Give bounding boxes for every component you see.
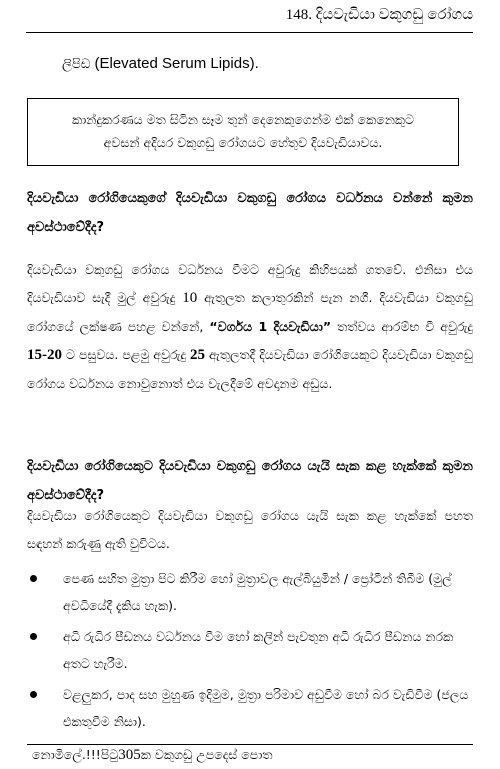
callout-line-1: කාන්දුකරණය මත සිටින සෑම තුන් දෙනෙකුගෙන්ම එක් කෙනෙකුට — [71, 112, 415, 127]
list-item — [27, 623, 473, 677]
para-text-b: ඇතුලත කලාතුරකින් පැන නගී. දියවැඩියා වකුගඩු රෝගයේ ලක්ෂණ පහළ වන්නේ, — [27, 290, 473, 334]
intro-sinhala: ලිපිඩ — [62, 57, 91, 72]
page-footer — [32, 747, 272, 764]
list-item-text: අධි රුධිර පීඩනය වර්ධනය වීම හෝ කලින් පැවතුන අධි රුධිර පීඩනය නරක අතට හැරීම. — [63, 629, 454, 671]
footer-divider — [27, 744, 473, 745]
list-item — [27, 681, 473, 735]
list-item-text: පෙණ සහිත මුත්‍රා පිට කිරීම හෝ මුත්‍රාවල ඇල්බියුමින් / ප්‍රෝටීන් තිබීම (මුල් අවධියේදී දැකිය හැක). — [63, 571, 452, 613]
section-2-question: දියවැඩියා රෝගියෙකුට දියවැඩියා වකුගඩු රෝගය යැයි සැක කළ හැක්කේ කුමන අවස්ථාවේදීද? — [27, 459, 473, 503]
symptom-list — [27, 565, 473, 739]
section-1-question: දියවැඩියා රෝගියෙකුගේ දියවැඩියා වකුගඩු රෝගය වර්ධනය වන්නේ කුමන අවස්ථාවේදීද? — [27, 191, 473, 235]
bullet-icon — [30, 575, 37, 582]
footer-page-count: 305 — [118, 747, 141, 763]
para-text-d: ට පසුවය. පළමු අවුරුදු — [65, 347, 186, 363]
para-number-10: 10 — [182, 290, 198, 307]
section-1-paragraph — [27, 256, 473, 398]
intro-english: (Elevated Serum Lipids). — [94, 55, 259, 72]
header-divider — [26, 32, 473, 33]
para-year-range: 15-20 — [27, 347, 62, 364]
bullet-icon — [30, 633, 37, 640]
callout-line-2: අවසන් අදියර වකුගඩු රෝගයට හේතුව දියවැඩියාවය. — [103, 135, 383, 150]
para-text-a: දියවැඩියා වකුගඩු රෝගය වර්ධනය වීමට අවුරුදු කිහිපයක් ගතවේ. එනිසා එය දියවැඩියාව සැදී මුල් අවුරුදු — [27, 262, 473, 306]
callout-box — [27, 98, 459, 166]
intro-line — [62, 55, 259, 72]
footer-suffix: ක වකුගඩු උපදෙස් පොත — [140, 747, 273, 762]
list-item — [27, 565, 473, 619]
para-text-c: තත්වය ආරම්භ වී අවුරුදු — [337, 318, 473, 334]
bullet-icon — [30, 691, 37, 698]
para-number-25: 25 — [189, 347, 205, 364]
para-stage-label: “වර්ගය 1 දියවැඩියා” — [209, 318, 332, 334]
page-header — [286, 6, 473, 24]
list-item-text: වළලුකර, පාද සහ මුහුණ ඉදිමුම, මුත්‍රා පරිමාව අඩුවීම හෝ බර වැඩිවීම (ජලය එකතුවීම නිසා). — [63, 687, 469, 729]
page-header-title: 148. දියවැඩියා වකුගඩු රෝගය — [285, 7, 473, 23]
section-2-paragraph: දියවැඩියා රෝගියෙකුට දියවැඩියා වකුගඩු රෝගය යැයි සැක කළ හැක්කේ පහත සඳහන් කරුණු ඇති වුවිටය. — [27, 508, 473, 552]
para-text-e: ඇතුලතදී දියවැඩියා රෝගියෙකුට දියවැඩියා වකුගඩු රෝගය වර්ධනය නොවුනොත් එය වැලදීමේ අවදානම අඩුය. — [27, 347, 473, 391]
footer-prefix: නොමිලේ.!!!පිටු — [32, 747, 119, 762]
